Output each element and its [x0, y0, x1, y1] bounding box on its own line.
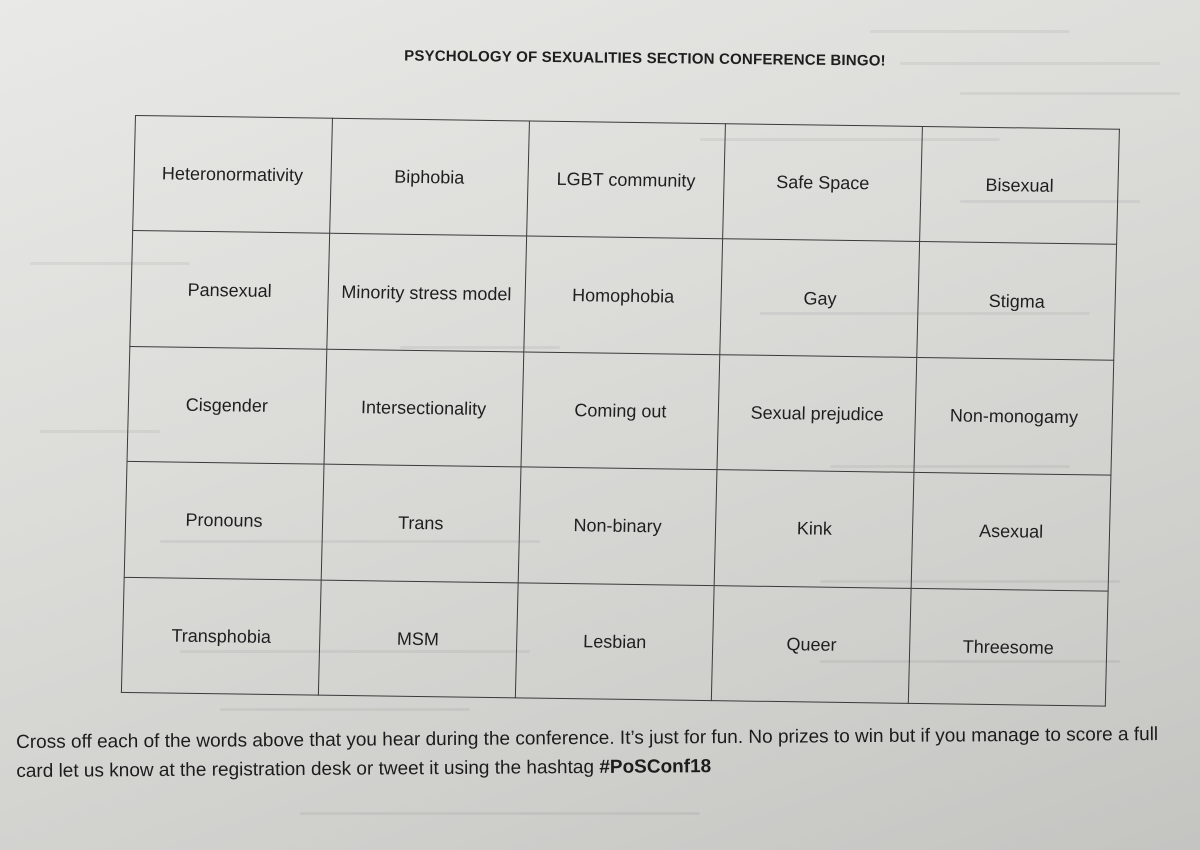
bingo-cell: Safe Space	[723, 124, 923, 242]
bingo-cell: Queer	[712, 585, 912, 703]
bingo-cell: Pronouns	[124, 462, 324, 580]
bingo-cell: Homophobia	[523, 236, 723, 354]
bingo-row	[121, 577, 1108, 706]
bingo-cell: Cisgender	[127, 346, 327, 464]
bingo-cell: Minority stress model	[327, 234, 527, 352]
instructions-text: Cross off each of the words above that you hear during the conference. It’s just for fun. No prizes to win but if you manage to score a full card let us know at the registration desk or tweet it using the hashtag	[16, 724, 1159, 782]
bingo-cell: Coming out	[521, 352, 721, 470]
bingo-row	[133, 116, 1120, 245]
bingo-cell: Intersectionality	[324, 349, 524, 467]
bingo-cell: Biphobia	[329, 118, 529, 236]
page-title: PSYCHOLOGY OF SEXUALITIES SECTION CONFERENCE BINGO!	[404, 47, 886, 70]
bingo-card	[121, 115, 1120, 707]
bingo-cell: Sexual prejudice	[717, 354, 917, 472]
bingo-cell: Heteronormativity	[133, 116, 333, 234]
bingo-cell: Bisexual	[920, 126, 1120, 244]
bingo-row	[130, 231, 1117, 360]
bingo-cell: Transphobia	[121, 577, 321, 695]
bingo-cell: Stigma	[917, 242, 1117, 360]
bingo-cell: MSM	[318, 580, 518, 698]
bingo-grid	[121, 115, 1120, 707]
hashtag: #PoSConf18	[599, 756, 712, 778]
bingo-cell: Threesome	[909, 588, 1109, 706]
bingo-cell: Pansexual	[130, 231, 330, 349]
bingo-cell: Trans	[321, 464, 521, 582]
bingo-cell: LGBT community	[526, 121, 726, 239]
bingo-cell: Non-binary	[518, 467, 718, 585]
bingo-cell: Lesbian	[515, 582, 715, 700]
bingo-row	[127, 346, 1114, 475]
bingo-row	[124, 462, 1111, 591]
bingo-cell: Asexual	[911, 473, 1111, 591]
bingo-cell: Gay	[720, 239, 920, 357]
bingo-cell: Kink	[715, 470, 915, 588]
instructions-paragraph	[16, 720, 1196, 786]
bingo-cell: Non-monogamy	[914, 357, 1114, 475]
